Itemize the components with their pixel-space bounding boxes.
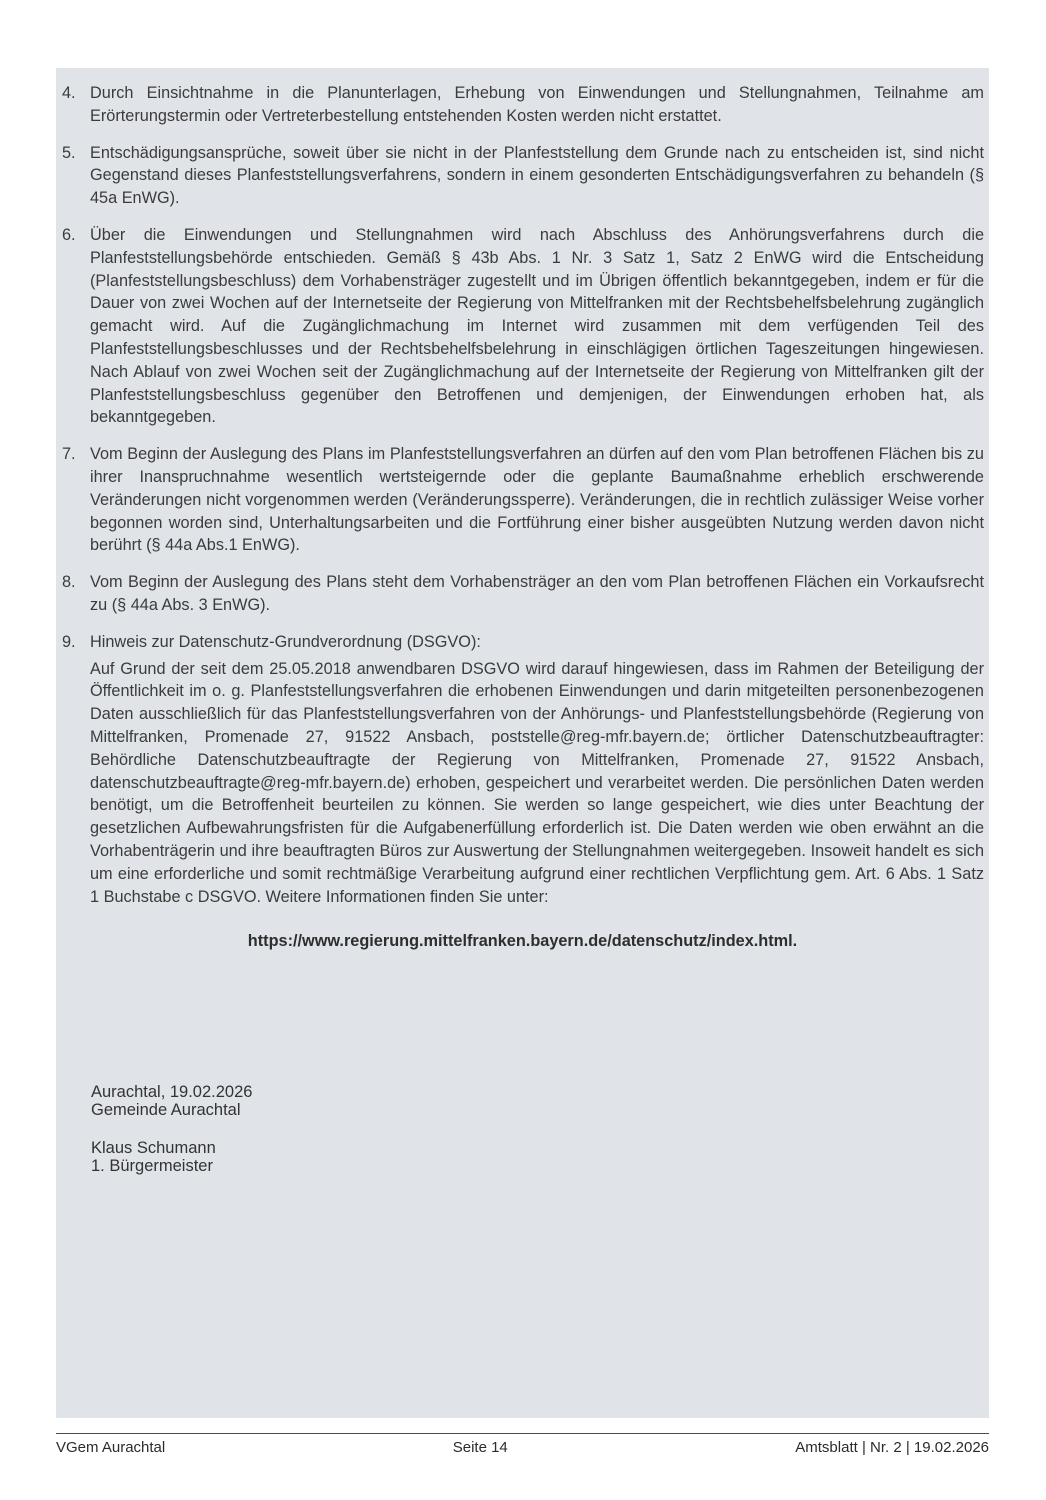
- notice-content-box: [56, 68, 989, 1418]
- page-footer: [56, 1433, 989, 1456]
- list-item-4: [62, 82, 984, 128]
- list-item-8: [62, 571, 984, 617]
- item-text: Vom Beginn der Auslegung des Plans steht dem Vorhabensträger an den vom Plan betroffenen Flächen ein Vorkaufsrecht zu (§ 44a Abs. 3 EnWG).: [90, 573, 984, 614]
- dsgvo-text: Auf Grund der seit dem 25.05.2018 anwendbaren DSGVO wird darauf hingewiesen, dass im Rahmen der Beteiligung der Öffentlichkeit im o. g. Planfeststellungsverfahren die erhobenen Einwendungen und darin mitgeteilten personenbezogenen Daten ausschließlich für das Planfeststellungsverfahren von der Anhörungs- und Planfeststellungsbehörde (Regierung von Mittelfranken, Promenade 27, 91522 Ansbach, poststelle@reg-mfr.bayern.de; örtlicher Datenschutzbeauftragter: Behördliche Datenschutzbeauftragte der Regierung von Mittelfranken, Promenade 27, 91522 Ansbach, datenschutzbeauftragte@reg-mfr.bayern.de) erhoben, gespeichert und verarbeitet werden. Die persönlichen Daten werden benötigt, um die Betroffenheit beurteilen zu können. Sie werden so lange gespeichert, wie dies unter Beachtung der gesetzlichen Aufbewahrungsfristen für die Aufgabenerfüllung erforderlich ist. Die Daten werden wie oben erwähnt an die Vorhabenträgerin und ihre beauftragten Büros zur Auswertung der Stellungnahmen weitergegeben. Insoweit handelt es sich um eine erforderliche und somit rechtmäßige Verarbeitung aufgrund einer rechtlichen Verpflichtung gem. Art. 6 Abs. 1 Satz 1 Buchstabe c DSGVO. Weitere Informationen finden Sie unter:: [90, 659, 984, 906]
- signature-block-2: [91, 1140, 252, 1175]
- item-number: 4.: [62, 84, 76, 102]
- signature-organization: Gemeinde Aurachtal: [91, 1100, 241, 1119]
- item-text: Durch Einsichtnahme in die Planunterlagen, Erhebung von Einwendungen und Stellungnahmen, Teilnahme am Erörterungstermin oder Vertreterbestellung entstehenden Kosten werden nicht erstattet.: [90, 84, 984, 125]
- item-number: 7.: [62, 445, 76, 464]
- footer-page-number: Seite 14: [452, 1439, 508, 1456]
- signature-name: Klaus Schumann: [91, 1139, 216, 1157]
- footer-publisher: VGem Aurachtal: [56, 1439, 166, 1456]
- list-item-5: [62, 142, 984, 210]
- list-item-7: [62, 443, 984, 557]
- item-number: 5.: [62, 143, 76, 162]
- signature-block: [91, 1084, 252, 1175]
- item-body: [90, 631, 984, 909]
- item-number: 9.: [62, 632, 76, 651]
- privacy-link[interactable]: https://www.regierung.mittelfranken.bayern.de/datenschutz/index.html.: [247, 932, 798, 950]
- dsgvo-heading: Hinweis zur Datenschutz-Grundverordnung (DSGVO):: [90, 632, 481, 651]
- footer-issue-info: Amtsblatt | Nr. 2 | 19.02.2026: [795, 1439, 989, 1456]
- signature-role: 1. Bürgermeister: [91, 1156, 213, 1175]
- list-item-9: [62, 631, 984, 909]
- signature-place-date: Aurachtal, 19.02.2026: [91, 1083, 253, 1101]
- list-item-6: [62, 224, 984, 429]
- item-text: Vom Beginn der Auslegung des Plans im Planfeststellungsverfahren an dürfen auf den vom Plan betroffenen Flächen bis zu ihrer Inanspruchnahme wesentlich wertsteigernde oder die geplante Baumaßnahme erheblich erschwerende Veränderungen nicht vorgenommen werden (Veränderungssperre). Veränderungen, die in rechtlich zulässiger Weise vorher begonnen worden sind, Unterhaltungsarbeiten und die Fortführung einer bisher ausgeübten Nutzung werden davon nicht berührt (§ 44a Abs.1 EnWG).: [90, 445, 984, 555]
- item-text: Entschädigungsansprüche, soweit über sie nicht in der Planfeststellung dem Grunde nach zu entscheiden ist, sind nicht Gegenstand dieses Planfeststellungsverfahrens, sondern in einem gesonderten Entschädigungsverfahren zu behandeln (§ 45a EnWG).: [90, 143, 984, 208]
- item-number: 6.: [62, 225, 76, 244]
- signature-block-1: [91, 1084, 252, 1119]
- item-number: 8.: [62, 573, 76, 592]
- item-text: Über die Einwendungen und Stellungnahmen wird nach Abschluss des Anhörungsverfahrens durch die Planfeststellungsbehörde entschieden. Gemäß § 43b Abs. 1 Nr. 3 Satz 1, Satz 2 EnWG wird die Entscheidung (Planfeststellungsbeschluss) dem Vorhabensträger zugestellt und im Übrigen öffentlich bekanntgegeben, indem er für die Dauer von zwei Wochen auf der Internetseite der Regierung von Mittelfranken mit der Rechtsbehelfsbelehrung zugänglich gemacht wird. Auf die Zugänglichmachung im Internet wird zusammen mit dem verfügenden Teil des Planfeststellungsbeschlusses und der Rechtsbehelfsbelehrung in einschlägigen örtlichen Tageszeitungen hingewiesen. Nach Ablauf von zwei Wochen seit der Zugänglichmachung auf der Internetseite der Regierung von Mittelfranken gilt der Planfeststellungsbeschluss gegenüber den Betroffenen und demjenigen, der Einwendungen erhoben hat, als bekanntgegeben.: [90, 225, 984, 427]
